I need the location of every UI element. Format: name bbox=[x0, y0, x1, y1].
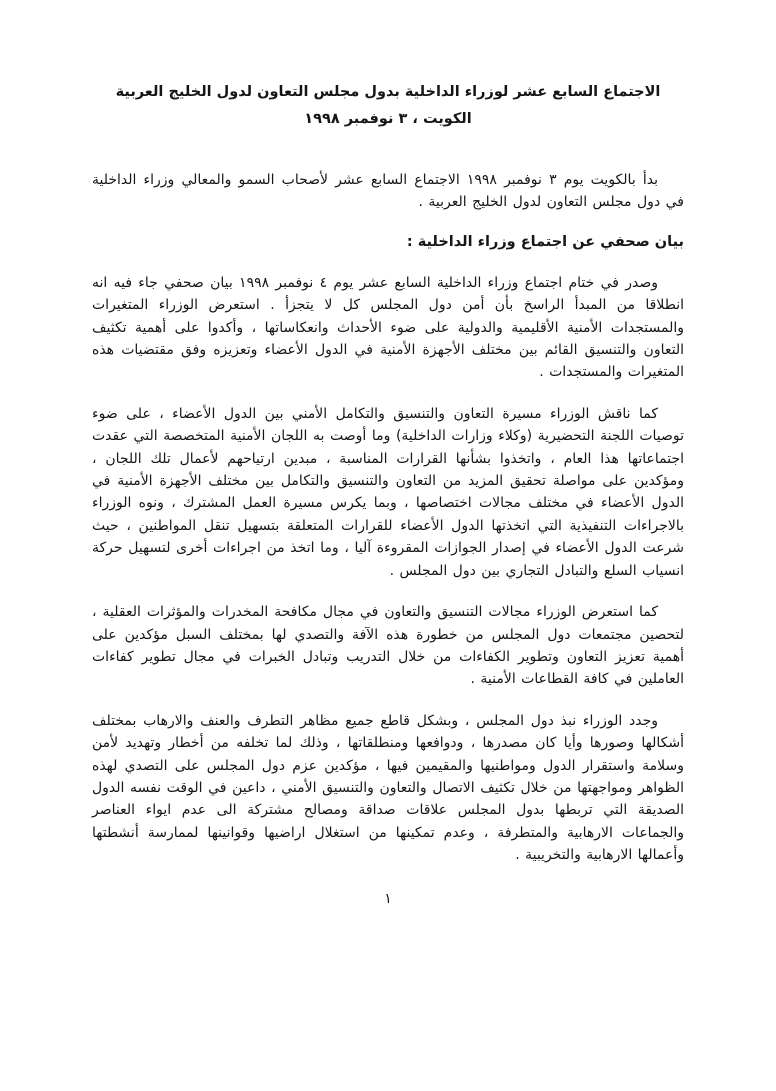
document-title-line2: الكويت ، ٣ نوفمبر ١٩٩٨ bbox=[304, 111, 472, 127]
document-body bbox=[92, 80, 684, 867]
press-release-heading: بيان صحفي عن اجتماع وزراء الداخلية : bbox=[406, 233, 684, 250]
paragraph-3: كما استعرض الوزراء مجالات التنسيق والتعاون في مجال مكافحة المخدرات والمؤثرات العقلية ، لتحصين مجتمعات دول المجلس من خطورة هذه الآفة والتصدي لها بمختلف السبل مؤكدين على أهمية تعزيز التعاون وتطوير الكفاءات من خلال التدريب وتبادل الخبرات في مجال تطوير كفاءات العاملين في كافة القطاعات الأمنية . bbox=[92, 604, 684, 688]
paragraph-1: وصدر في ختام اجتماع وزراء الداخلية السابع عشر يوم ٤ نوفمبر ١٩٩٨ بيان صحفي جاء فيه انه انطلاقا من المبدأ الراسخ بأن أمن دول المجلس كل لا يتجزأ . استعرض الوزراء المتغيرات والمستجدات الأمنية الأقليمية والدولية على ضوء الأحداث وانعكاساتها ، وأكدوا على أهمية تكثيف التعاون والتنسيق القائم بين مختلف الأجهزة الأمنية في الدول الأعضاء وتعزيزه وفق مقتضيات هذه المتغيرات والمستجدات . bbox=[92, 274, 684, 381]
document-title-line1: الاجتماع السابع عشر لوزراء الداخلية بدول مجلس التعاون لدول الخليج العربية bbox=[115, 84, 661, 100]
paragraph-4: وجدد الوزراء نبذ دول المجلس ، وبشكل قاطع جميع مظاهر التطرف والعنف والارهاب بمختلف أشكالها وصورها وأيا كان مصدرها ، ودوافعها ومنطلقاتها ، وذلك لما تخلفه من أخطار وتهديد لأمن وسلامة واستقرار الدول ومواطنيها والمقيمين فيها ، مؤكدين عزم دول المجلس على التصدي لهذه الظواهر ومواجهتها من خلال تكثيف الاتصال والتعاون والتنسيق الأمني ، داعين في الوقت نفسه الدول الصديقة التي تربطها بدول المجلس علاقات صداقة ومصالح مشتركة الى عدم ايواء العناصر والجماعات الارهابية والمتطرفة ، وعدم تمكينها من استغلال اراضيها وقوانينها لممارسة أنشطتها وأعمالها الارهابية والتخريبية . bbox=[92, 712, 684, 864]
intro-paragraph: بدأ بالكويت يوم ٣ نوفمبر ١٩٩٨ الاجتماع السابع عشر لأصحاب السمو والمعالي وزراء الداخلية في دول مجلس التعاون لدول الخليج العربية . bbox=[92, 172, 684, 211]
paragraph-2: كما ناقش الوزراء مسيرة التعاون والتنسيق والتكامل الأمني بين الدول الأعضاء ، على ضوء توصيات اللجنة التحضيرية (وكلاء وزارات الداخلية) وما أوصت به اللجان الأمنية المتخصصة التي عقدت اجتماعاتها هذا العام ، واتخذوا بشأنها القرارات المناسبة ، مبدين ارتياحهم لأعمال تلك اللجان ، ومؤكدين على مواصلة تحقيق المزيد من التعاون والتنسيق والتكامل بين مختلف الأجهزة الأمنية في الدول الأعضاء في مختلف مجالات اختصاصها ، وبما يكرس مسيرة العمل المشترك ، ونوه الوزراء بالاجراءات التنفيذية التي اتخذتها الدول الأعضاء للقرارات المتعلقة بتسهيل تنقل المواطنين ، حيث شرعت الدول الأعضاء في إصدار الجوازات المقروءة آليا ، وما اتخذ من اجراءات أخرى لتسهيل حركة انسياب السلع والتبادل التجاري بين دول المجلس . bbox=[92, 405, 684, 579]
page-number: ١ bbox=[384, 891, 392, 907]
